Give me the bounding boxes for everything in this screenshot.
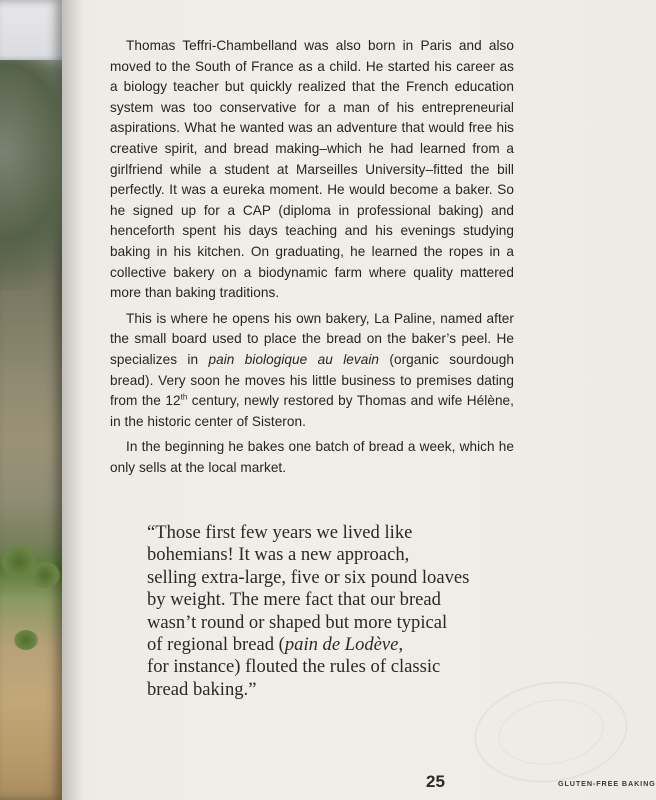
- paragraph-2: [110, 309, 514, 433]
- book-gutter-shadow: [62, 0, 84, 800]
- shrub: [14, 630, 38, 650]
- paragraph-3: In the beginning he bakes one batch of bread a week, which he only sells at the local market.: [110, 439, 514, 475]
- quote-line: selling extra-large, five or six pound loaves: [147, 566, 470, 588]
- quote-line-part: of regional bread (: [147, 634, 285, 656]
- paragraph-2-part: (organic sourdough bread). Very soon he moves his little business to premises dating from the 12: [110, 351, 515, 409]
- mountain-shape: [0, 60, 62, 290]
- quote-italic-term: pain de Lodève: [284, 634, 399, 656]
- paragraph-1: Thomas Teffri-Chambelland was also born in Paris and also moved to the South of France as a child. He started his career as a biology teacher but quickly realized that the French education system was too conservative for a man of his entrepreneurial aspirations. What he wanted was an adventure that would free his creative spirit, and bread making–which he had learned from a girlfriend while a student at Marseilles University–fitted the bill perfectly. It was a eureka moment. He would become a baker. So he signed up for a CAP (diploma in professional baking) and henceforth spent his days teaching and his evenings studying baking in his kitchen. On graduating, he learned the ropes in a collective bakery on a biodynamic farm where quality mattered more than baking traditions.: [110, 38, 514, 301]
- pull-quote: [147, 522, 537, 701]
- body-text: [110, 36, 514, 478]
- quote-line: “Those first few years we lived like: [147, 522, 413, 543]
- quote-line: for instance) flouted the rules of classic: [147, 656, 441, 678]
- watermark-stamp-inner: [494, 693, 608, 771]
- superscript-th: th: [180, 392, 188, 402]
- quote-line: bohemians! It was a new approach,: [147, 544, 410, 566]
- quote-line: by weight. The mere fact that our bread: [147, 589, 441, 611]
- italic-term: pain biologique au levain: [208, 351, 380, 367]
- quote-line: wasn’t round or shaped but more typical: [147, 611, 448, 633]
- paragraph-2-part: century, newly restored by Thomas and wife Hélène, in the historic center of Sisteron.: [110, 393, 514, 429]
- paragraph-2-part: This is where he opens his own bakery, La Paline, named after the small board used to place the bread on the baker’s peel. He specializes in: [110, 310, 514, 367]
- quote-line: bread baking.”: [147, 678, 257, 700]
- running-title: GLUTEN-FREE BAKING: [558, 779, 656, 788]
- landscape-photo-strip: [0, 0, 62, 800]
- shrub: [30, 562, 60, 588]
- quote-line-part: ,: [398, 634, 404, 656]
- quote-line: [147, 634, 537, 656]
- page-number: 25: [426, 772, 445, 791]
